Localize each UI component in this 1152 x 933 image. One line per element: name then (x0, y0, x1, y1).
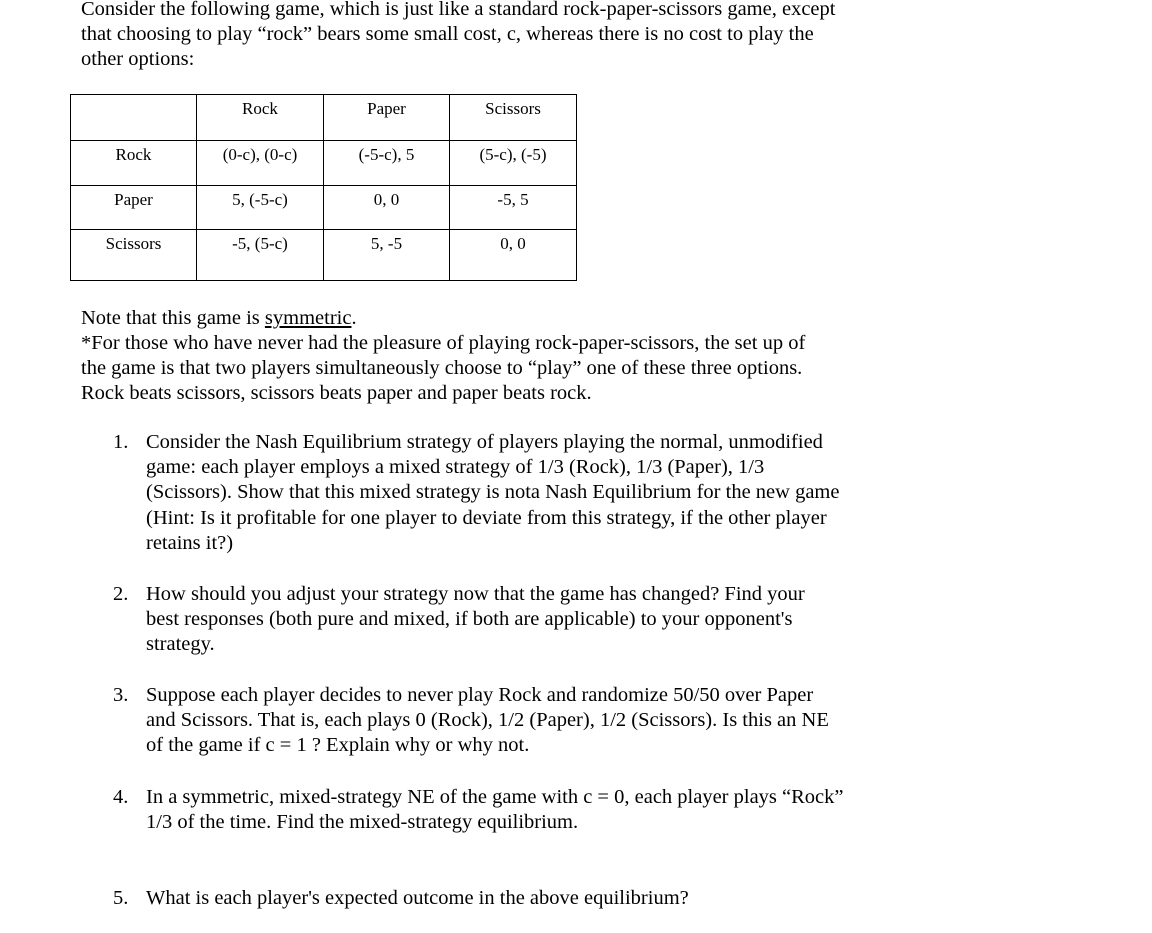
table-cell: (5-c), (-5) (450, 141, 577, 186)
question-line: retains it?) (146, 532, 234, 554)
question-number: 2. (113, 583, 129, 605)
row-header: Scissors (71, 230, 197, 281)
table-cell: 5, -5 (324, 230, 450, 281)
note-line: Rock beats scissors, scissors beats paper and paper beats rock. (81, 382, 592, 404)
symmetric-link[interactable]: symmetric (264, 307, 352, 329)
table-cell: 0, 0 (324, 186, 450, 230)
table-header-row (71, 95, 577, 141)
table-cell: 5, (-5-c) (197, 186, 324, 230)
intro-line: Consider the following game, which is just like a standard rock-paper-scissors game, except (81, 0, 836, 20)
question-line: (Scissors). Show that this mixed strategy is nota Nash Equilibrium for the new game (146, 481, 840, 503)
table-cell: (-5-c), 5 (324, 141, 450, 186)
table-cell: -5, 5 (450, 186, 577, 230)
note-line (81, 306, 357, 330)
table-row (71, 186, 577, 230)
question-line: of the game if c = 1 ? Explain why or why not. (146, 734, 530, 756)
question-line: and Scissors. That is, each plays 0 (Rock), 1/2 (Paper), 1/2 (Scissors). Is this an NE (146, 709, 829, 731)
question-line: Consider the Nash Equilibrium strategy of players playing the normal, unmodified (146, 431, 823, 453)
note-line: the game is that two players simultaneously choose to “play” one of these three options. (81, 357, 803, 379)
question-line: (Hint: Is it profitable for one player to deviate from this strategy, if the other player (146, 507, 827, 529)
question-line: best responses (both pure and mixed, if both are applicable) to your opponent's (146, 608, 793, 630)
intro-line: other options: (81, 48, 195, 70)
question-line: game: each player employs a mixed strategy of 1/3 (Rock), 1/3 (Paper), 1/3 (146, 456, 765, 478)
question-number: 3. (113, 684, 129, 706)
table-cell: 0, 0 (450, 230, 577, 281)
payoff-table (70, 94, 577, 281)
table-cell (71, 95, 197, 141)
note-text: . (351, 307, 357, 329)
intro-line: that choosing to play “rock” bears some small cost, c, whereas there is no cost to play the (81, 23, 814, 45)
column-header: Paper (324, 95, 450, 141)
question-line: What is each player's expected outcome in the above equilibrium? (146, 887, 689, 909)
table-cell: (0-c), (0-c) (197, 141, 324, 186)
row-header: Paper (71, 186, 197, 230)
question-line: Suppose each player decides to never play Rock and randomize 50/50 over Paper (146, 684, 814, 706)
note-text: Note that this game is (81, 307, 265, 329)
question-line: How should you adjust your strategy now that the game has changed? Find your (146, 583, 805, 605)
question-number: 4. (113, 786, 129, 808)
table-cell: -5, (5-c) (197, 230, 324, 281)
question-line: In a symmetric, mixed-strategy NE of the game with c = 0, each player plays “Rock” (146, 786, 844, 808)
column-header: Rock (197, 95, 324, 141)
row-header: Rock (71, 141, 197, 186)
column-header: Scissors (450, 95, 577, 141)
question-line: 1/3 of the time. Find the mixed-strategy equilibrium. (146, 811, 579, 833)
question-line: strategy. (146, 633, 215, 655)
question-number: 5. (113, 887, 129, 909)
note-line: *For those who have never had the pleasure of playing rock-paper-scissors, the set up of (81, 332, 806, 354)
table-row (71, 230, 577, 281)
question-number: 1. (113, 431, 129, 453)
table-row (71, 141, 577, 186)
